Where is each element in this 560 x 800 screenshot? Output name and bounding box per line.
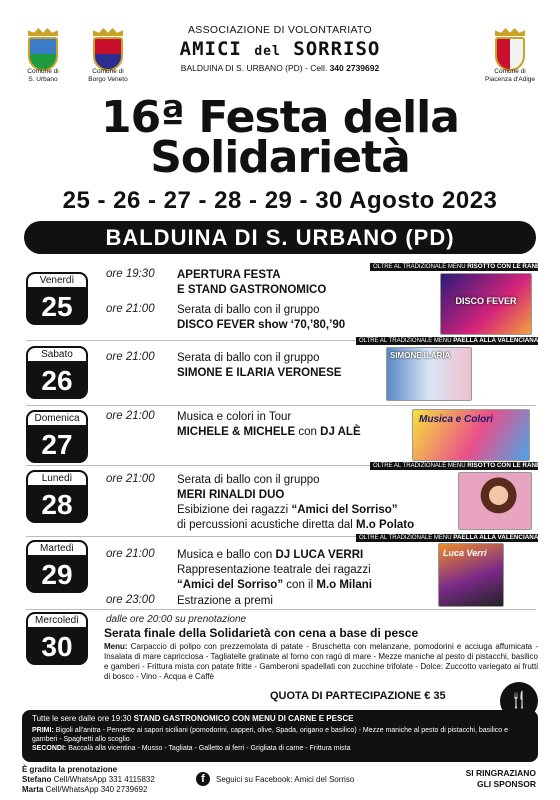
time-28-1: ore 21:00 [106, 473, 155, 485]
divider [26, 609, 536, 610]
association-name: AMICI del SORRISO [179, 38, 381, 60]
cutlery-icon: 🍴 [500, 682, 538, 720]
time-29-2: ore 23:00 [106, 594, 155, 606]
day-badge-26: Sabato 26 [26, 346, 88, 399]
facebook-icon: f [196, 772, 210, 786]
time-29-1: ore 21:00 [106, 548, 155, 560]
menu-banner-29: OLTRE AL TRADIZIONALE MENU PAELLA ALLA VALENCIANA [356, 534, 538, 542]
fish-menu: Menu: Carpaccio di polipo con prezzemolata di patate - Bruschetta con melanzane, pomodorini e acciuga affumicata - Insalata di mare capricciosa - Tagliatelle gratinate al forno con ragù di mare - Mezze maniche al pesto di pistacchi, basilico e gamberi - Frittura mista con patate fritte - Gamberoni spadellati con zucchine trifolate - Dolce: Zuccotto variegato ai frutti di bosco - Vino - Acqua e Caffè [104, 642, 538, 681]
photo-meri-rinaldi [458, 472, 532, 530]
day-badge-29: Martedì 29 [26, 540, 88, 593]
day-badge-27: Domenica 27 [26, 410, 88, 463]
facebook-link[interactable]: Seguici su Facebook: Amici del Sorriso [216, 775, 355, 784]
photo-simone-ilaria: SIMONE ILARIA [386, 347, 472, 401]
crest-piacenza-adige [495, 28, 525, 71]
festival-dates: 25 - 26 - 27 - 28 - 29 - 30 Agosto 2023 [62, 187, 498, 214]
time-27-1: ore 21:00 [106, 410, 155, 422]
gastronomic-stand-box: Tutte le sere dalle ore 19:30 STAND GASTRONOMICO CON MENU DI CARNE E PESCE PRIMI: Bigoli all'anitra - Pennette ai sapori siciliani (pomodorini, capperi, olive, Spada, origano e basilico) - Mezze maniche al pesto di pistacchi, basilico e gamberi - Spaghetti allo scoglio SECONDI: Baccalà alla vicentina - Musso - Tagliata - Galletto ai ferri - Grigliata di carne - Frittura mista [22, 710, 538, 762]
event-27-1: Musica e colori in Tour MICHELE & MICHELE con DJ ALÈ [177, 411, 361, 438]
menu-banner-25: OLTRE AL TRADIZIONALE MENU RISOTTO CON LE RANE [370, 263, 538, 271]
commune-label-s-urbano: Comune di S. Urbano [27, 68, 59, 83]
event-26-1: Serata di ballo con il gruppo SIMONE E ILARIA VERONESE [177, 352, 342, 379]
commune-label-borgo-veneto: Comune di Borgo Veneto [88, 68, 128, 83]
reservation-info: È gradita la prenotazione Stefano Cell/WhatsApp 331 4115832 Marta Cell/WhatsApp 340 2739692 [22, 765, 155, 794]
festival-title-line1: 16ª Festa della [101, 92, 459, 143]
time-25-1: ore 19:30 [106, 268, 155, 280]
festival-place: BALDUINA DI S. URBANO (PD) [24, 221, 536, 254]
photo-musica-colori: Musica e Colori [412, 409, 530, 461]
time-25-2: ore 21:00 [106, 303, 155, 315]
time-30-1: dalle ore 20:00 su prenotazione [106, 614, 247, 625]
divider [26, 405, 536, 406]
event-29-1: Musica e ballo con DJ LUCA VERRI Rappresentazione teatrale dei ragazzi “Amici del Sorriso” con il M.o Milani [177, 549, 372, 591]
event-30-1: Serata finale della Solidarietà con cena a base di pesce [104, 626, 419, 640]
day-badge-30: Mercoledì 30 [26, 612, 88, 665]
day-badge-25: Venerdì 25 [26, 272, 88, 325]
day-badge-28: Lunedì 28 [26, 470, 88, 523]
crest-s-urbano [28, 28, 58, 71]
menu-banner-28: OLTRE AL TRADIZIONALE MENU RISOTTO CON LE RANE [370, 462, 538, 470]
association-type: ASSOCIAZIONE DI VOLONTARIATO [187, 24, 372, 36]
participation-fee: QUOTA DI PARTECIPAZIONE € 35 [270, 690, 446, 702]
menu-banner-26: OLTRE AL TRADIZIONALE MENU PAELLA ALLA VALENCIANA [356, 337, 538, 345]
event-25-1: APERTURA FESTA E STAND GASTRONOMICO [177, 269, 327, 296]
photo-disco-fever: DISCO FEVER [440, 273, 532, 335]
commune-label-piacenza: Comune di Piacenza d'Adige [484, 68, 536, 83]
crest-borgo-veneto [93, 28, 123, 71]
time-26-1: ore 21:00 [106, 351, 155, 363]
photo-luca-verri: Luca Verri [438, 543, 504, 607]
event-29-2: Estrazione a premi [177, 595, 273, 607]
festival-title-line2: Solidarietà [150, 132, 410, 183]
association-header [170, 24, 390, 73]
event-28-1: Serata di ballo con il gruppo MERI RINALDI DUO Esibizione dei ragazzi “Amici del Sorriso” di percussioni acustiche diretta dal M.o Polato [177, 474, 415, 531]
association-address: BALDUINA DI S. URBANO (PD) - Cell. 340 2739692 [180, 63, 380, 73]
sponsor-thanks: SI RINGRAZIANO GLI SPONSOR [465, 768, 536, 789]
event-25-2: Serata di ballo con il gruppo DISCO FEVER show ‘70,’80,’90 [177, 304, 346, 331]
